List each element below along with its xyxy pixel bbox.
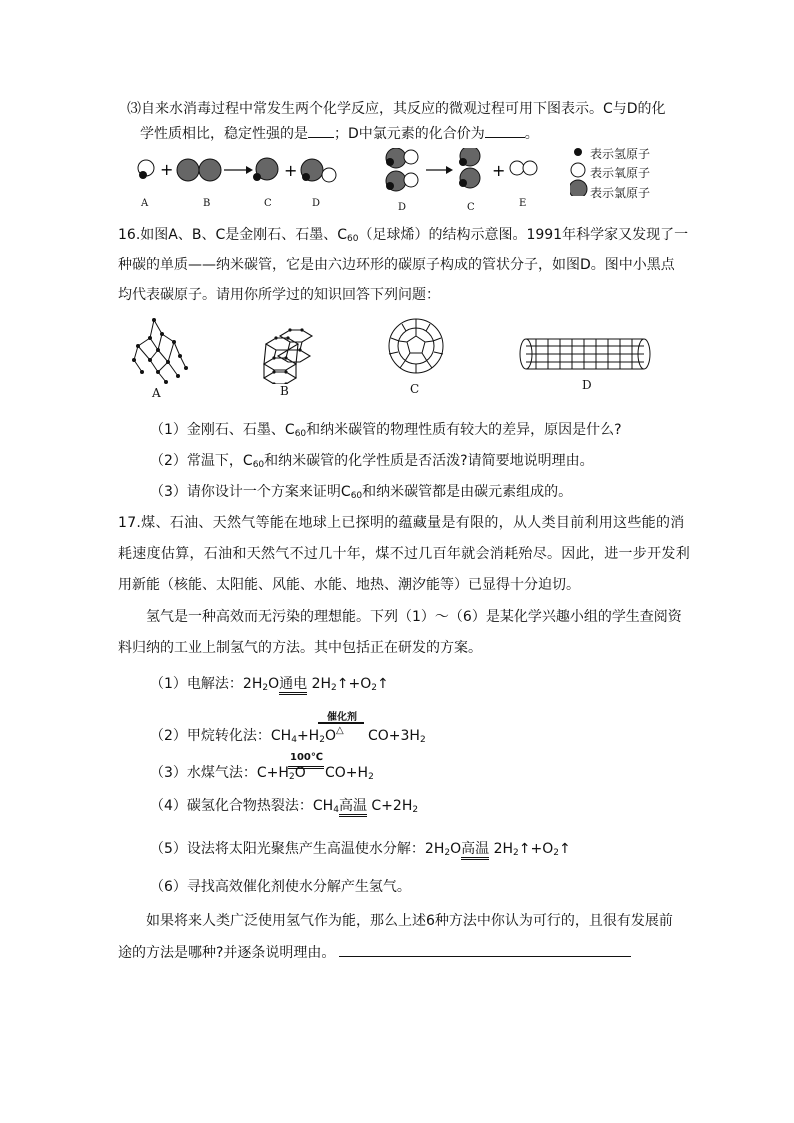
molecule-c bbox=[253, 158, 278, 181]
q17-para2-line-2: 料归纳的工业上制氢气的方法。其中包括正在研发的方案。 bbox=[118, 640, 482, 656]
plus-1: + bbox=[160, 160, 174, 179]
q16-sub-1b: 和纳米碳管的物理性质有较大的差异，原因是什么? bbox=[306, 422, 622, 438]
m4-post: C+2H bbox=[371, 798, 413, 814]
q16-line-3: 均代表碳原子。请用你所学过的知识回答下列问题： bbox=[118, 287, 440, 303]
m2-heat-symbol: △ bbox=[336, 725, 344, 736]
figure-label-a: A bbox=[152, 386, 161, 400]
q16-sub-3a: （3）请你设计一个方案来证明C bbox=[150, 484, 351, 500]
q16-line-1 bbox=[118, 226, 688, 248]
molecule-d bbox=[301, 159, 336, 182]
method-2-products bbox=[368, 727, 426, 749]
method-2-methane bbox=[150, 727, 336, 749]
label-d2: D bbox=[398, 202, 407, 213]
method-6-catalyst: （6）寻找高效催化剂使水分解产生氢气。 bbox=[150, 879, 411, 895]
m1-condition: 通电 bbox=[279, 676, 307, 695]
m1-post2: ↑+O bbox=[336, 676, 372, 692]
legend-icons bbox=[570, 146, 590, 196]
m2-sub-2b: 2 bbox=[419, 735, 426, 745]
figure-label-d: D bbox=[582, 378, 592, 392]
m5-post2: ↑+O bbox=[518, 841, 554, 857]
plus-2: + bbox=[284, 161, 298, 180]
method-3-water-gas bbox=[150, 764, 306, 786]
q15-line-2b: ；D中氯元素的化合价为 bbox=[334, 126, 485, 142]
hydrogen-atom-icon bbox=[574, 148, 582, 156]
diamond-structure-figure bbox=[128, 316, 198, 386]
q16-sub-3 bbox=[150, 483, 572, 505]
q15-line-1: ⑶自来水消毒过程中常发生两个化学反应，其反应的微观过程可用下图表示。C与D的化 bbox=[127, 101, 666, 117]
m2-catalyst-label: 催化剂 bbox=[327, 712, 357, 723]
label-e: E bbox=[519, 198, 527, 209]
q16-sub60: 60 bbox=[347, 234, 359, 244]
figure-label-b: B bbox=[280, 384, 289, 398]
m1-pre: （1）电解法：2H bbox=[150, 676, 263, 692]
m4-condition: 高温 bbox=[339, 798, 367, 817]
m1-o: O bbox=[268, 676, 280, 692]
label-a: A bbox=[141, 198, 149, 209]
legend-cl: 表示氯原子 bbox=[590, 186, 651, 200]
label-b: B bbox=[203, 198, 211, 209]
reaction-diagram bbox=[130, 148, 560, 198]
answer-blank-method[interactable] bbox=[339, 943, 631, 957]
molecule-c2-bottom bbox=[459, 168, 480, 188]
m3-sub-a: 2 bbox=[288, 772, 295, 782]
method-3-products bbox=[325, 764, 374, 786]
label-d: D bbox=[312, 198, 321, 209]
plus-3: + bbox=[492, 161, 506, 180]
nanotube-figure bbox=[518, 336, 652, 372]
m5-post: 2H bbox=[493, 841, 513, 857]
q16-sub-3-60: 60 bbox=[350, 491, 363, 501]
m3-sub-b: 2 bbox=[368, 772, 374, 782]
q16-line-1a: 16.如图A、B、C是金刚石、石墨、C bbox=[118, 227, 347, 243]
m1-sub-c: 2 bbox=[371, 683, 377, 693]
molecule-d2-top bbox=[386, 148, 418, 168]
legend-h: 表示氢原子 bbox=[590, 147, 651, 161]
answer-blank-stability[interactable] bbox=[308, 124, 334, 138]
q16-sub-3b: 和纳米碳管都是由碳元素组成的。 bbox=[362, 484, 573, 500]
m3-mid: O bbox=[294, 765, 306, 781]
molecule-a bbox=[138, 160, 154, 179]
q17-para1-line-1: 17.煤、石油、天然气等能在地球上已探明的蕴藏量是有限的，从人类目前利用这些能的消 bbox=[118, 515, 685, 531]
m5-post3: ↑ bbox=[558, 841, 571, 857]
q16-sub-1a: （1）金刚石、石墨、C bbox=[150, 422, 295, 438]
m5-sub-b: 2 bbox=[513, 848, 519, 858]
m2-sub-2a: 2 bbox=[319, 735, 325, 745]
m1-post: 2H bbox=[311, 676, 331, 692]
m5-condition: 高温 bbox=[461, 841, 489, 860]
q16-sub-2-60: 60 bbox=[252, 460, 265, 470]
q16-sub-2 bbox=[150, 452, 594, 474]
m3-temp-label: 100℃ bbox=[290, 752, 323, 763]
fullerene-c60-figure bbox=[386, 316, 446, 376]
molecule-c2-top bbox=[459, 148, 480, 166]
graphite-structure-figure bbox=[256, 322, 320, 384]
q16-sub-1 bbox=[150, 421, 622, 443]
method-4-cracking bbox=[150, 797, 418, 819]
q17-final-line-2 bbox=[118, 943, 631, 962]
figure-label-c: C bbox=[410, 382, 420, 396]
q16-sub-2b: 和纳米碳管的化学性质是否活泼?请简要地说明理由。 bbox=[264, 453, 594, 469]
m2-mid2: O bbox=[324, 728, 336, 744]
m5-mid: O bbox=[450, 841, 462, 857]
q16-sub-2a: （2）常温下，C bbox=[150, 453, 253, 469]
molecule-b bbox=[177, 159, 221, 181]
q16-sub-1-60: 60 bbox=[294, 429, 307, 439]
m3-pre: （3）水煤气法：C+H bbox=[150, 765, 289, 781]
chlorine-atom-icon bbox=[570, 180, 587, 196]
m1-post3: ↑ bbox=[376, 676, 389, 692]
m5-pre: （5）设法将太阳光聚焦产生高温使水分解：2H bbox=[150, 841, 445, 857]
m4-sub-2: 2 bbox=[412, 805, 419, 815]
q15-line-2a: 学性质相比，稳定性强的是 bbox=[140, 126, 308, 142]
m2-sub-4: 4 bbox=[291, 735, 297, 745]
m4-pre: （4）碳氢化合物热裂法：CH bbox=[150, 798, 334, 814]
q17-final-2-text: 途的方法是哪种?并逐条说明理由。 bbox=[118, 945, 336, 961]
m2-post: CO+3H bbox=[368, 728, 420, 744]
q15-line-2 bbox=[140, 124, 539, 143]
m4-sub-4: 4 bbox=[333, 805, 339, 815]
m1-sub-b: 2 bbox=[331, 683, 337, 693]
answer-blank-valence[interactable] bbox=[485, 124, 525, 138]
q15-line-2c: 。 bbox=[524, 126, 539, 142]
m3-post: CO+H bbox=[325, 765, 369, 781]
oxygen-atom-icon bbox=[571, 163, 585, 177]
q16-line-1b: （足球烯）的结构示意图。1991年科学家又发现了一 bbox=[358, 227, 689, 243]
q17-para1-line-2: 耗速度估算，石油和天然气不过几十年，煤不过几百年就会消耗殆尽。因此，进一步开发利 bbox=[118, 546, 690, 562]
m2-condition-line bbox=[318, 722, 364, 724]
legend-o: 表示氧原子 bbox=[590, 166, 651, 180]
q17-para1-line-3: 用新能（核能、太阳能、风能、水能、地热、潮汐能等）已显得十分迫切。 bbox=[118, 577, 580, 593]
label-c: C bbox=[264, 198, 272, 209]
m1-sub-a: 2 bbox=[262, 683, 269, 693]
method-5-solar bbox=[150, 840, 571, 862]
method-1-electrolysis bbox=[150, 675, 389, 697]
q17-para2-line-1: 氢气是一种高效而无污染的理想能。下列（1）～（6）是某化学兴趣小组的学生查阅资 bbox=[146, 609, 682, 625]
arrow-1 bbox=[224, 166, 253, 174]
q17-final-line-1: 如果将来人类广泛使用氢气作为能，那么上述6种方法中你认为可行的，且很有发展前 bbox=[146, 913, 673, 929]
molecule-e bbox=[510, 161, 537, 175]
m5-sub-a: 2 bbox=[444, 848, 451, 858]
m2-pre: （2）甲烷转化法：CH bbox=[150, 728, 292, 744]
molecule-d2-bottom bbox=[386, 171, 418, 191]
q16-line-2: 种碳的单质——纳米碳管，它是由六边环形的碳原子构成的管状分子，如图D。图中小黑点 bbox=[118, 257, 675, 273]
m5-sub-c: 2 bbox=[553, 848, 559, 858]
arrow-2 bbox=[426, 166, 453, 174]
label-c2: C bbox=[467, 202, 475, 213]
m2-mid: +H bbox=[296, 728, 320, 744]
